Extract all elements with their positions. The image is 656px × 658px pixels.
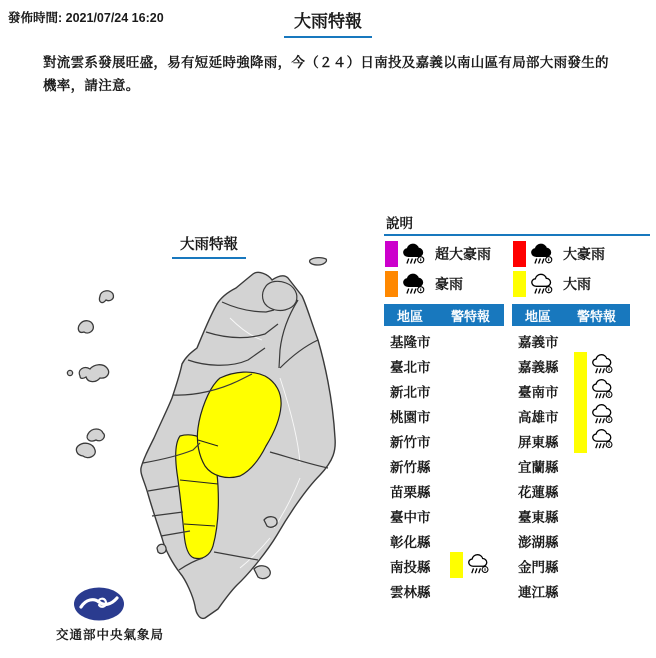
table-row — [512, 402, 638, 427]
legend-label: 豪雨 — [435, 276, 463, 292]
region-label: 臺東縣 — [518, 510, 559, 525]
table-row — [512, 527, 638, 552]
rain-cloud-outline-icon — [591, 427, 617, 452]
rain-cloud-outline-icon — [591, 402, 617, 427]
region-label: 嘉義市 — [518, 335, 559, 350]
legend-divider — [384, 234, 650, 236]
legend-item-torrential-rain — [513, 240, 605, 268]
table-row — [512, 552, 638, 577]
legend-item-extreme-torrential-rain — [385, 240, 491, 268]
region-label: 臺中市 — [390, 510, 431, 525]
region-label: 澎湖縣 — [518, 535, 559, 550]
penghu-island-2 — [76, 443, 95, 457]
heavy-rain-color — [513, 271, 526, 297]
penghu-island-1 — [87, 429, 104, 441]
warning-column-header: 警特報 — [450, 308, 490, 324]
rain-cloud-filled-icon — [402, 272, 429, 297]
region-label: 連江縣 — [518, 585, 559, 600]
region-label: 彰化縣 — [390, 535, 431, 550]
table-row — [384, 452, 510, 477]
legend-title: 說明 — [386, 216, 413, 231]
region-label: 新竹市 — [390, 435, 431, 450]
region-label: 嘉義縣 — [518, 360, 559, 375]
matsu-island-2 — [78, 321, 93, 333]
warning-description: 對流雲系發展旺盛，易有短延時強降雨，今（２４）日南投及嘉義以南山區有局部大雨發生的機率，請注意。 — [43, 55, 609, 93]
left-table-header — [384, 304, 504, 326]
kinmen-island — [79, 365, 108, 382]
table-row — [512, 477, 638, 502]
table-row — [512, 577, 638, 602]
table-row — [384, 552, 510, 577]
table-row — [384, 502, 510, 527]
table-row — [384, 402, 510, 427]
warning-badge — [574, 426, 617, 453]
region-label: 雲林縣 — [390, 585, 431, 600]
region-label: 花蓮縣 — [518, 485, 559, 500]
table-row — [512, 327, 638, 352]
rain-cloud-outline-icon — [591, 352, 617, 377]
legend-label: 超大豪雨 — [435, 246, 491, 262]
torrential-rain-color — [513, 241, 526, 267]
legend-item-extremely-heavy-rain — [385, 270, 463, 298]
table-row — [384, 427, 510, 452]
warning-color-bar — [574, 377, 587, 403]
region-label: 金門縣 — [518, 560, 559, 575]
warning-color-bar — [574, 402, 587, 428]
region-label: 南投縣 — [390, 560, 431, 575]
warning-color-bar — [450, 552, 463, 578]
extremely-heavy-rain-color — [385, 271, 398, 297]
table-row — [384, 352, 510, 377]
region-label: 桃園市 — [390, 410, 431, 425]
region-label: 高雄市 — [518, 410, 559, 425]
region-column-header: 地區 — [397, 308, 424, 324]
right-table-header — [512, 304, 630, 326]
warning-badge — [574, 351, 617, 378]
agency-name: 交通部中央氣象局 — [56, 628, 165, 642]
rain-cloud-outline-icon — [591, 377, 617, 402]
rain-cloud-filled-icon — [402, 242, 429, 267]
publish-time: 發佈時間: 2021/07/24 16:20 — [8, 11, 164, 25]
matsu-island-1 — [99, 291, 113, 303]
legend-label: 大豪雨 — [563, 246, 605, 262]
warning-color-bar — [574, 427, 587, 453]
extreme-torrential-rain-color — [385, 241, 398, 267]
table-row — [384, 577, 510, 602]
region-label: 屏東縣 — [518, 435, 559, 450]
cwb-logo-icon — [72, 586, 126, 624]
warning-badge — [450, 551, 493, 578]
table-row — [384, 327, 510, 352]
warning-badge — [574, 401, 617, 428]
table-row — [512, 377, 638, 402]
warning-column-header: 警特報 — [576, 308, 616, 324]
rain-cloud-outline-icon — [467, 552, 493, 577]
region-label: 苗栗縣 — [390, 485, 431, 500]
guishan-island — [310, 258, 327, 265]
table-row — [512, 352, 638, 377]
region-label: 新北市 — [390, 385, 431, 400]
rain-cloud-outline-icon — [530, 272, 557, 297]
region-label: 宜蘭縣 — [518, 460, 559, 475]
page-title: 大雨特報 — [284, 7, 372, 38]
xiaoliuqiu-island — [157, 544, 166, 553]
table-row — [512, 427, 638, 452]
kinmen-islet — [67, 370, 72, 375]
region-label: 新竹縣 — [390, 460, 431, 475]
table-row — [384, 377, 510, 402]
table-row — [512, 502, 638, 527]
table-row — [384, 527, 510, 552]
rain-cloud-filled-icon — [530, 242, 557, 267]
legend-label: 大雨 — [563, 276, 591, 292]
region-column-header: 地區 — [525, 308, 552, 324]
map-title: 大雨特報 — [172, 233, 246, 259]
orchid-island — [254, 566, 270, 579]
region-label: 基隆市 — [390, 335, 431, 350]
warning-color-bar — [574, 352, 587, 378]
page-title-wrap — [0, 7, 656, 38]
legend-item-heavy-rain — [513, 270, 591, 298]
warning-badge — [574, 376, 617, 403]
region-label: 臺南市 — [518, 385, 559, 400]
table-row — [512, 452, 638, 477]
region-label: 臺北市 — [390, 360, 431, 375]
table-row — [384, 477, 510, 502]
